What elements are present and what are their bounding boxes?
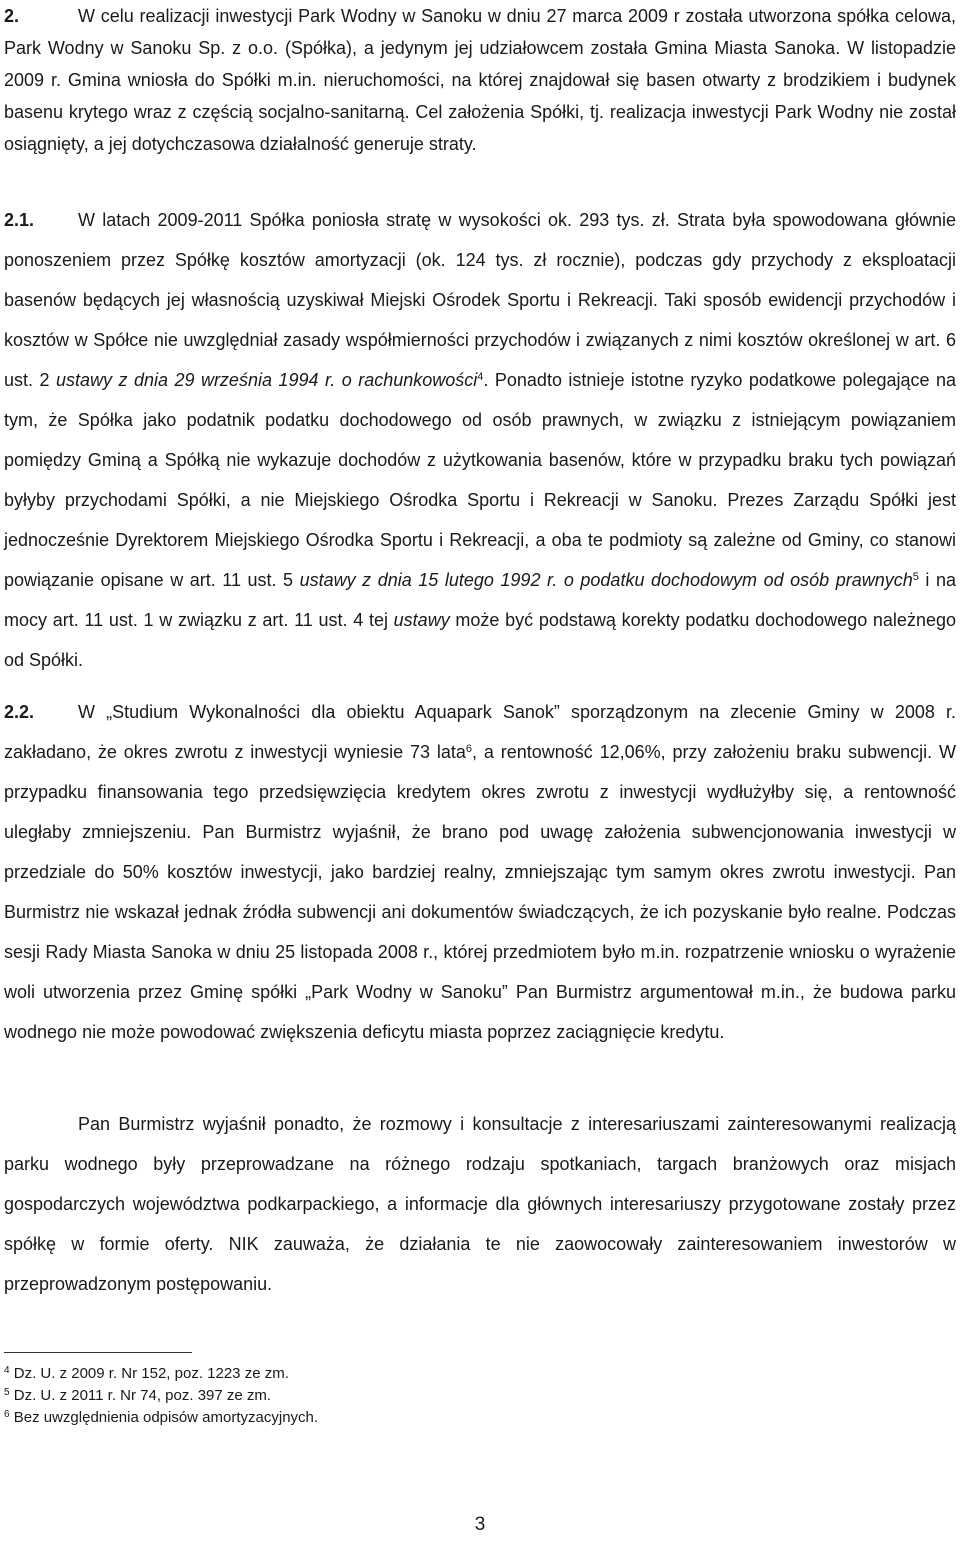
footnote-number: 6 (4, 1409, 10, 1420)
section-2-paragraph (4, 0, 956, 160)
section-2-1-paragraph (4, 200, 956, 680)
footnote-ref-5[interactable]: 5 (912, 571, 919, 583)
section-2-text: W celu realizacji inwestycji Park Wodny w Sanoku w dniu 27 marca 2009 r została utworzona spółka celowa, Park Wodny w Sanoku Sp. z o.o. (Spółka), a jedynym jej udziałowcem została Gmina Miasta Sanoka. W listopadzie 2009 r. Gmina wniosła do Spółki m.in. nieruchomości, na której znajdował się basen otwarty z brodzikiem i budynek basenu krytego wraz z częścią socjalno-sanitarną. Cel założenia Spółki, tj. realizacja inwestycji Park Wodny nie został osiągnięty, a jej dotychczasowa działalność generuje straty. (4, 6, 956, 154)
footnote-item (4, 1363, 704, 1385)
section-2-2-text-b: , a rentowność 12,06%, przy założeniu braku subwencji. W przypadku finansowania tego przedsięwzięcia kredytem okres zwrotu z inwestycji wydłużyłby się, a rentowność uległaby zmniejszeniu. Pan Burmistrz wyjaśnił, że brano pod uwagę założenia subwencjonowania inwestycji w przedziale do 50% kosztów inwestycji, jako bardziej realny, zmniejszając tym samym okres zwrotu inwestycji. Pan Burmistrz nie wskazał jednak źródła subwencji ani dokumentów świadczących, że ich pozyskanie było realne. Podczas sesji Rady Miasta Sanoka w dniu 25 listopada 2008 r., której przedmiotem było m.in. rozpatrzenie wniosku o wyrażenie woli utworzenia przez Gminę spółki „Park Wodny w Sanoku” Pan Burmistrz argumentował m.in., że budowa parku wodnego nie może powodować zwiększenia deficytu miasta poprzez zaciągnięcie kredytu. (4, 742, 956, 1042)
footnote-item (4, 1407, 704, 1429)
page-number: 3 (474, 1514, 486, 1535)
section-2-1-text-b: . Ponadto istnieje istotne ryzyko podatkowe polegające na tym, że Spółka jako podatnik podatku dochodowego od osób prawnych, w związku z istniejącym powiązaniem pomiędzy Gminą a Spółką nie wykazuje dochodów z użytkowania basenów, które w przypadku braku tych powiązań byłyby przychodami Spółki, a nie Miejskiego Ośrodka Sportu i Rekreacji w Sanoku. Prezes Zarządu Spółki jest jednocześnie Dyrektorem Miejskiego Ośrodka Sportu i Rekreacji, a oba te podmioty są zależne od Gminy, co stanowi powiązanie opisane w art. 11 ust. 5 (4, 370, 957, 590)
footnote-text: Bez uwzględnienia odpisów amortyzacyjnych. (13, 1409, 319, 1426)
section-2-1-text-a: W latach 2009-2011 Spółka poniosła stratę w wysokości ok. 293 tys. zł. Strata była spowodowana głównie ponoszeniem przez Spółkę kosztów amortyzacji (ok. 124 tys. zł rocznie), podczas gdy przychody z eksploatacji basenów będących jej własnością uzyskiwał Miejski Ośrodek Sportu i Rekreacji. Taki sposób ewidencji przychodów i kosztów w Spółce nie uwzględniał zasady współmierności przychodów i związanych z nimi kosztów określonej w art. 6 ust. 2 (4, 210, 956, 390)
section-2-2-paragraph (4, 692, 956, 1052)
continuation-paragraph: Pan Burmistrz wyjaśnił ponadto, że rozmowy i konsultacje z interesariuszami zainteresowanymi realizacją parku wodnego były przeprowadzane na różnego rodzaju spotkaniach, targach branżowych oraz misjach gospodarczych województwa podkarpackiego, a informacje dla głównych interesariuszy przygotowane zostały przez spółkę w formie oferty. NIK zauważa, że działania te nie zaowocowały zainteresowaniem inwestorów w przeprowadzonym postępowaniu. (4, 1114, 956, 1294)
footnote-number: 4 (4, 1365, 10, 1376)
footnote-number: 5 (4, 1387, 10, 1398)
footnote-ref-4[interactable]: 4 (477, 371, 484, 383)
section-2-1-text-d: może być podstawą korekty podatku dochodowego należnego od Spółki. (4, 610, 956, 670)
footnotes-list (4, 1363, 704, 1429)
section-2-2-text-a: W „Studium Wykonalności dla obiektu Aquapark Sanok” sporządzonym na zlecenie Gminy w 2008 r. zakładano, że okres zwrotu z inwestycji wyniesie 73 lata (4, 702, 956, 762)
act-title-accounting: ustawy z dnia 29 września 1994 r. o rachunkowości (55, 370, 478, 390)
footnote-separator (4, 1352, 192, 1353)
footnote-item (4, 1385, 704, 1407)
footnote-ref-6[interactable]: 6 (465, 743, 473, 755)
footnote-text: Dz. U. z 2009 r. Nr 152, poz. 1223 ze zm. (13, 1365, 289, 1382)
section-number: 2. (4, 6, 20, 26)
act-title-cit: ustawy z dnia 15 lutego 1992 r. o podatku dochodowym od osób prawnych (299, 570, 913, 590)
act-word: ustawy (393, 610, 450, 630)
section-2-1-text-c: i na mocy art. 11 ust. 1 w związku z art. 11 ust. 4 tej (4, 570, 956, 630)
section-number: 2.2. (4, 702, 35, 722)
section-number: 2.1. (4, 210, 35, 230)
footnote-text: Dz. U. z 2011 r. Nr 74, poz. 397 ze zm. (13, 1387, 272, 1404)
